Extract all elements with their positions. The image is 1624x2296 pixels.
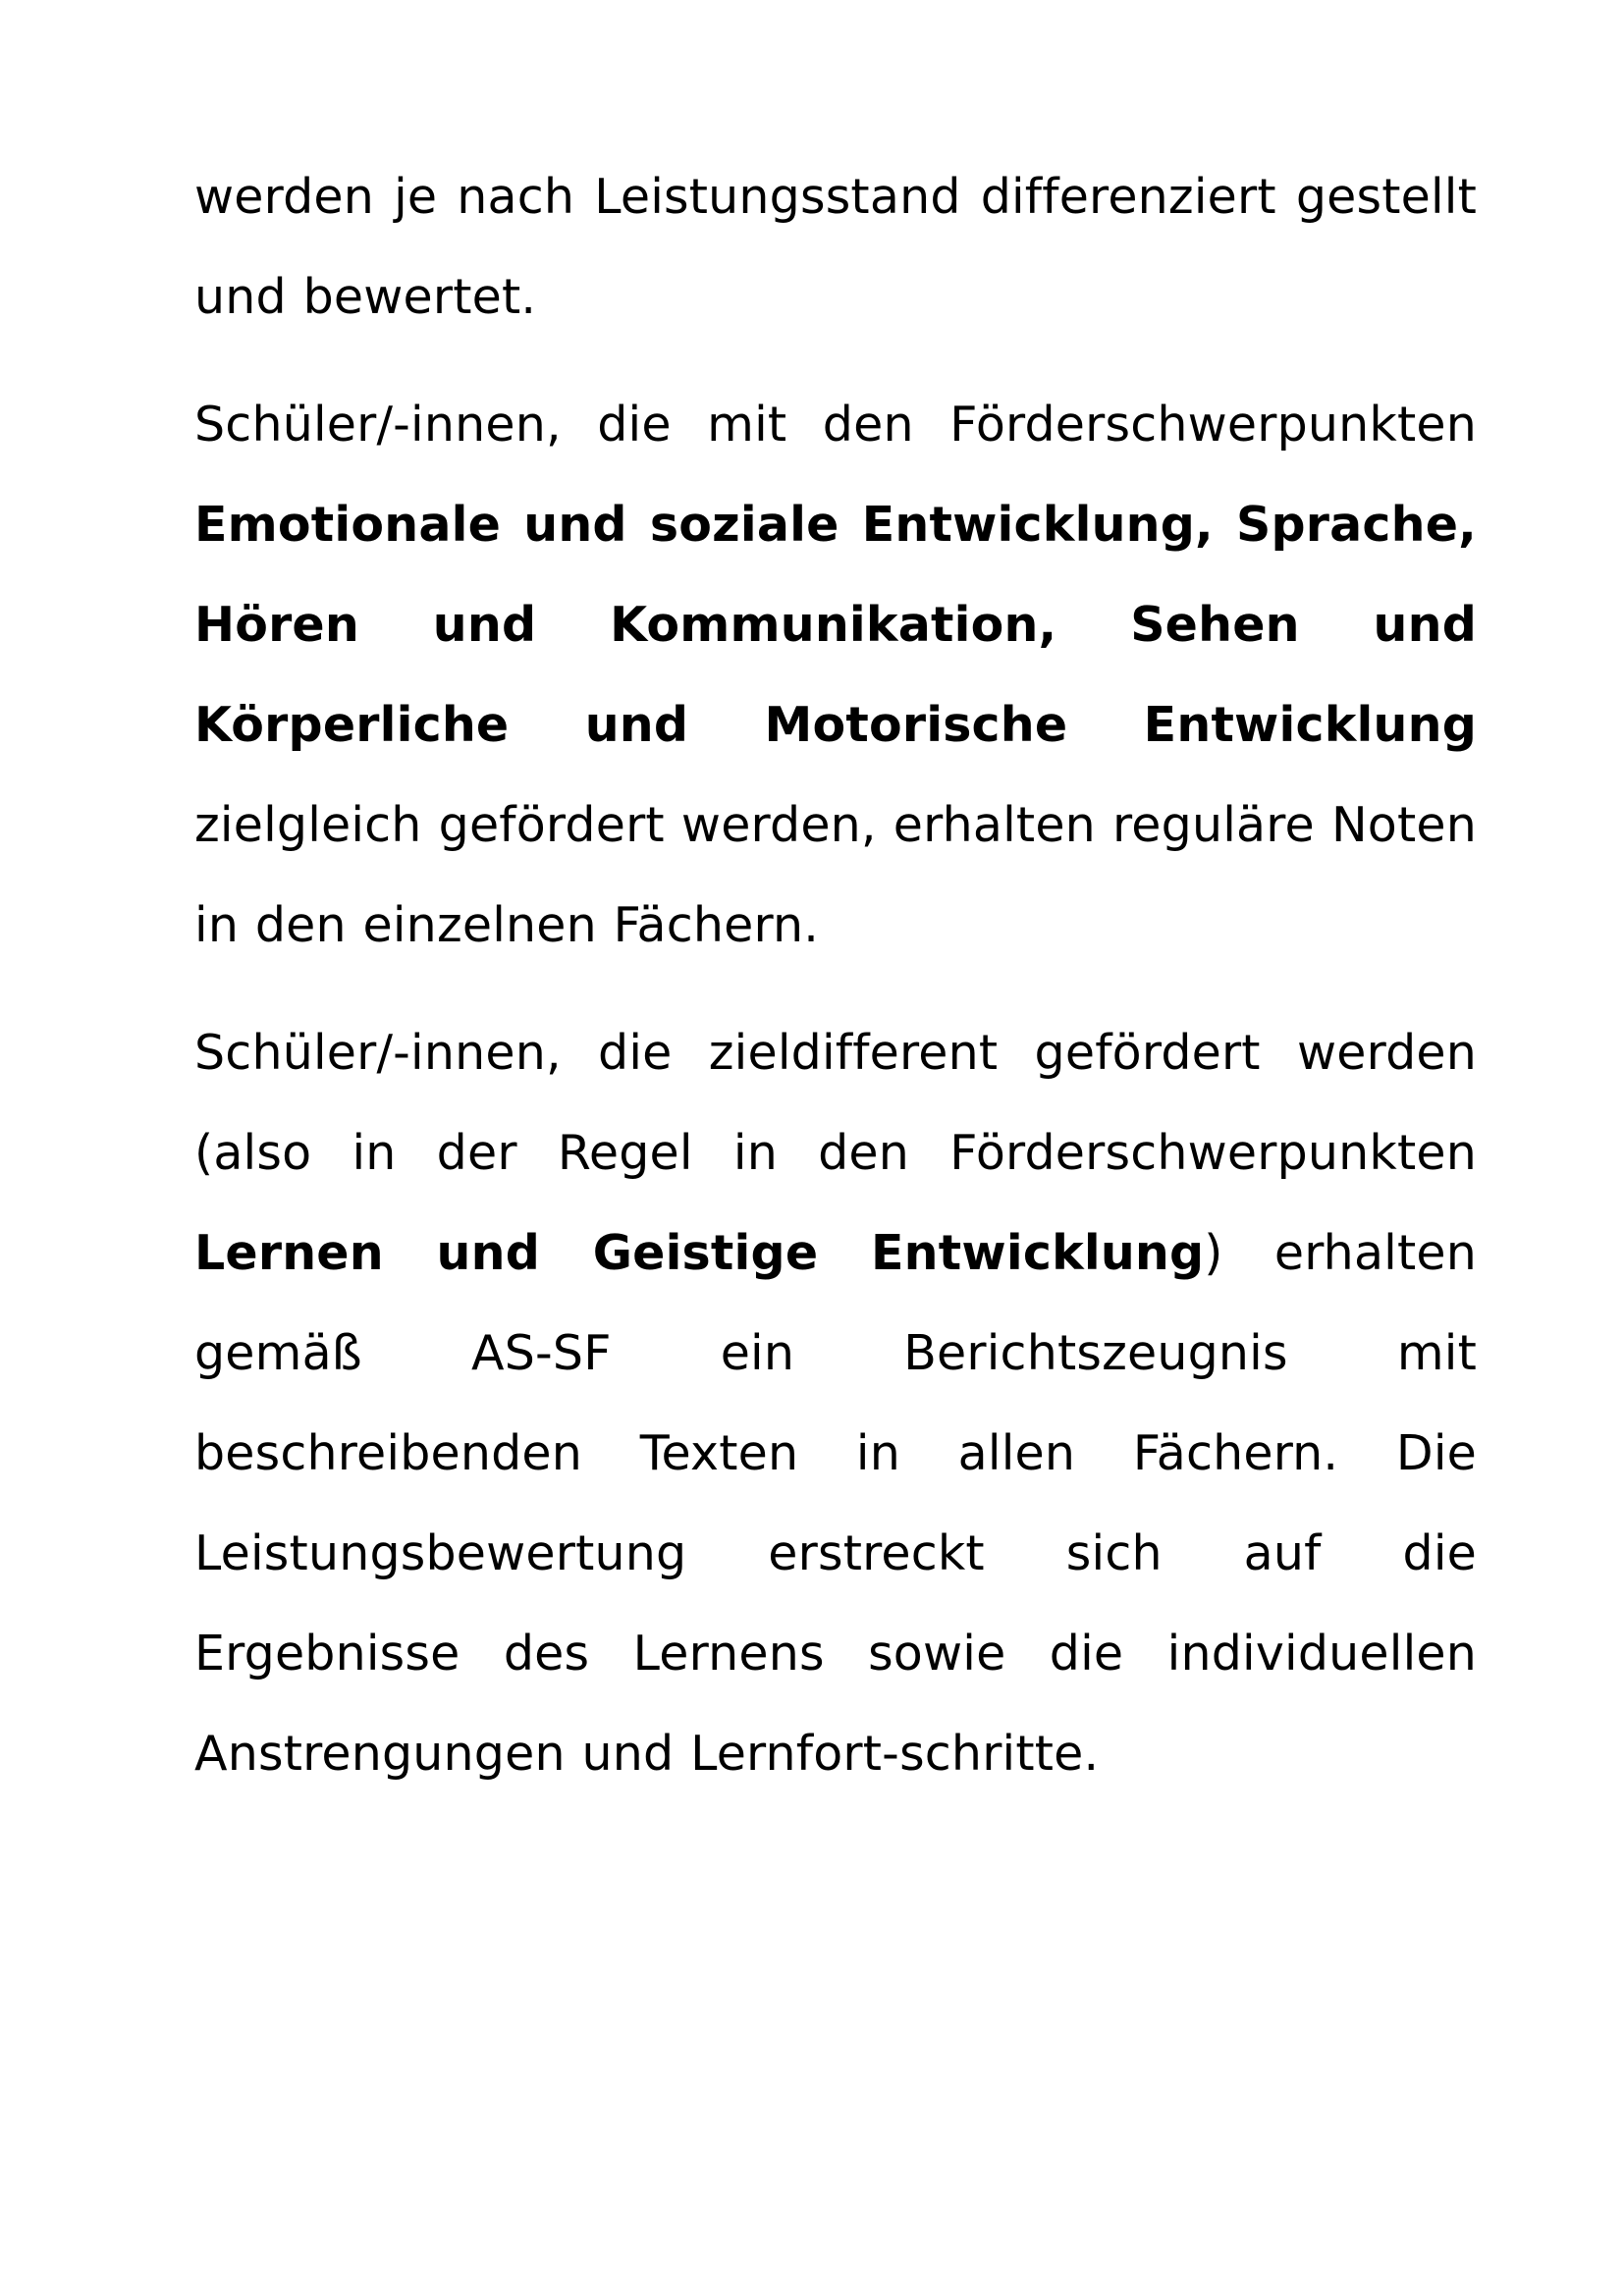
support-focus-list-bold: Emotionale und soziale Entwicklung, Sprache, Hören und Kommunikation, Sehen und Körperliche und Motorische Entwicklung (194, 497, 1477, 753)
paragraph-target-equal-support (194, 375, 1477, 976)
paragraph-intro: Schüler/-innen, die zieldifferent gefördert werden (also in der Regel in den Förderschwerpunkten (194, 1025, 1477, 1181)
paragraph-target-different-support (194, 1003, 1477, 1804)
paragraph-text: werden je nach Leistungsstand differenziert gestellt und bewertet. (194, 169, 1477, 325)
paragraph-outro: ) erhalten gemäß AS-SF ein Berichtszeugnis mit beschreibenden Texten in allen Fächern. Die Leistungsbewertung erstreckt sich auf die Ergebnisse des Lernens sowie die individuellen Anstrengungen und Lernfort-schritte. (194, 1225, 1477, 1782)
paragraph-intro: Schüler/-innen, die mit den Förderschwerpunkten (194, 397, 1477, 453)
paragraph-grading-differentiated (194, 147, 1477, 347)
document-page (194, 147, 1477, 1832)
paragraph-outro: zielgleich gefördert werden, erhalten reguläre Noten in den einzelnen Fächern. (194, 797, 1477, 953)
support-focus-learning-bold: Lernen und Geistige Entwicklung (194, 1225, 1205, 1281)
